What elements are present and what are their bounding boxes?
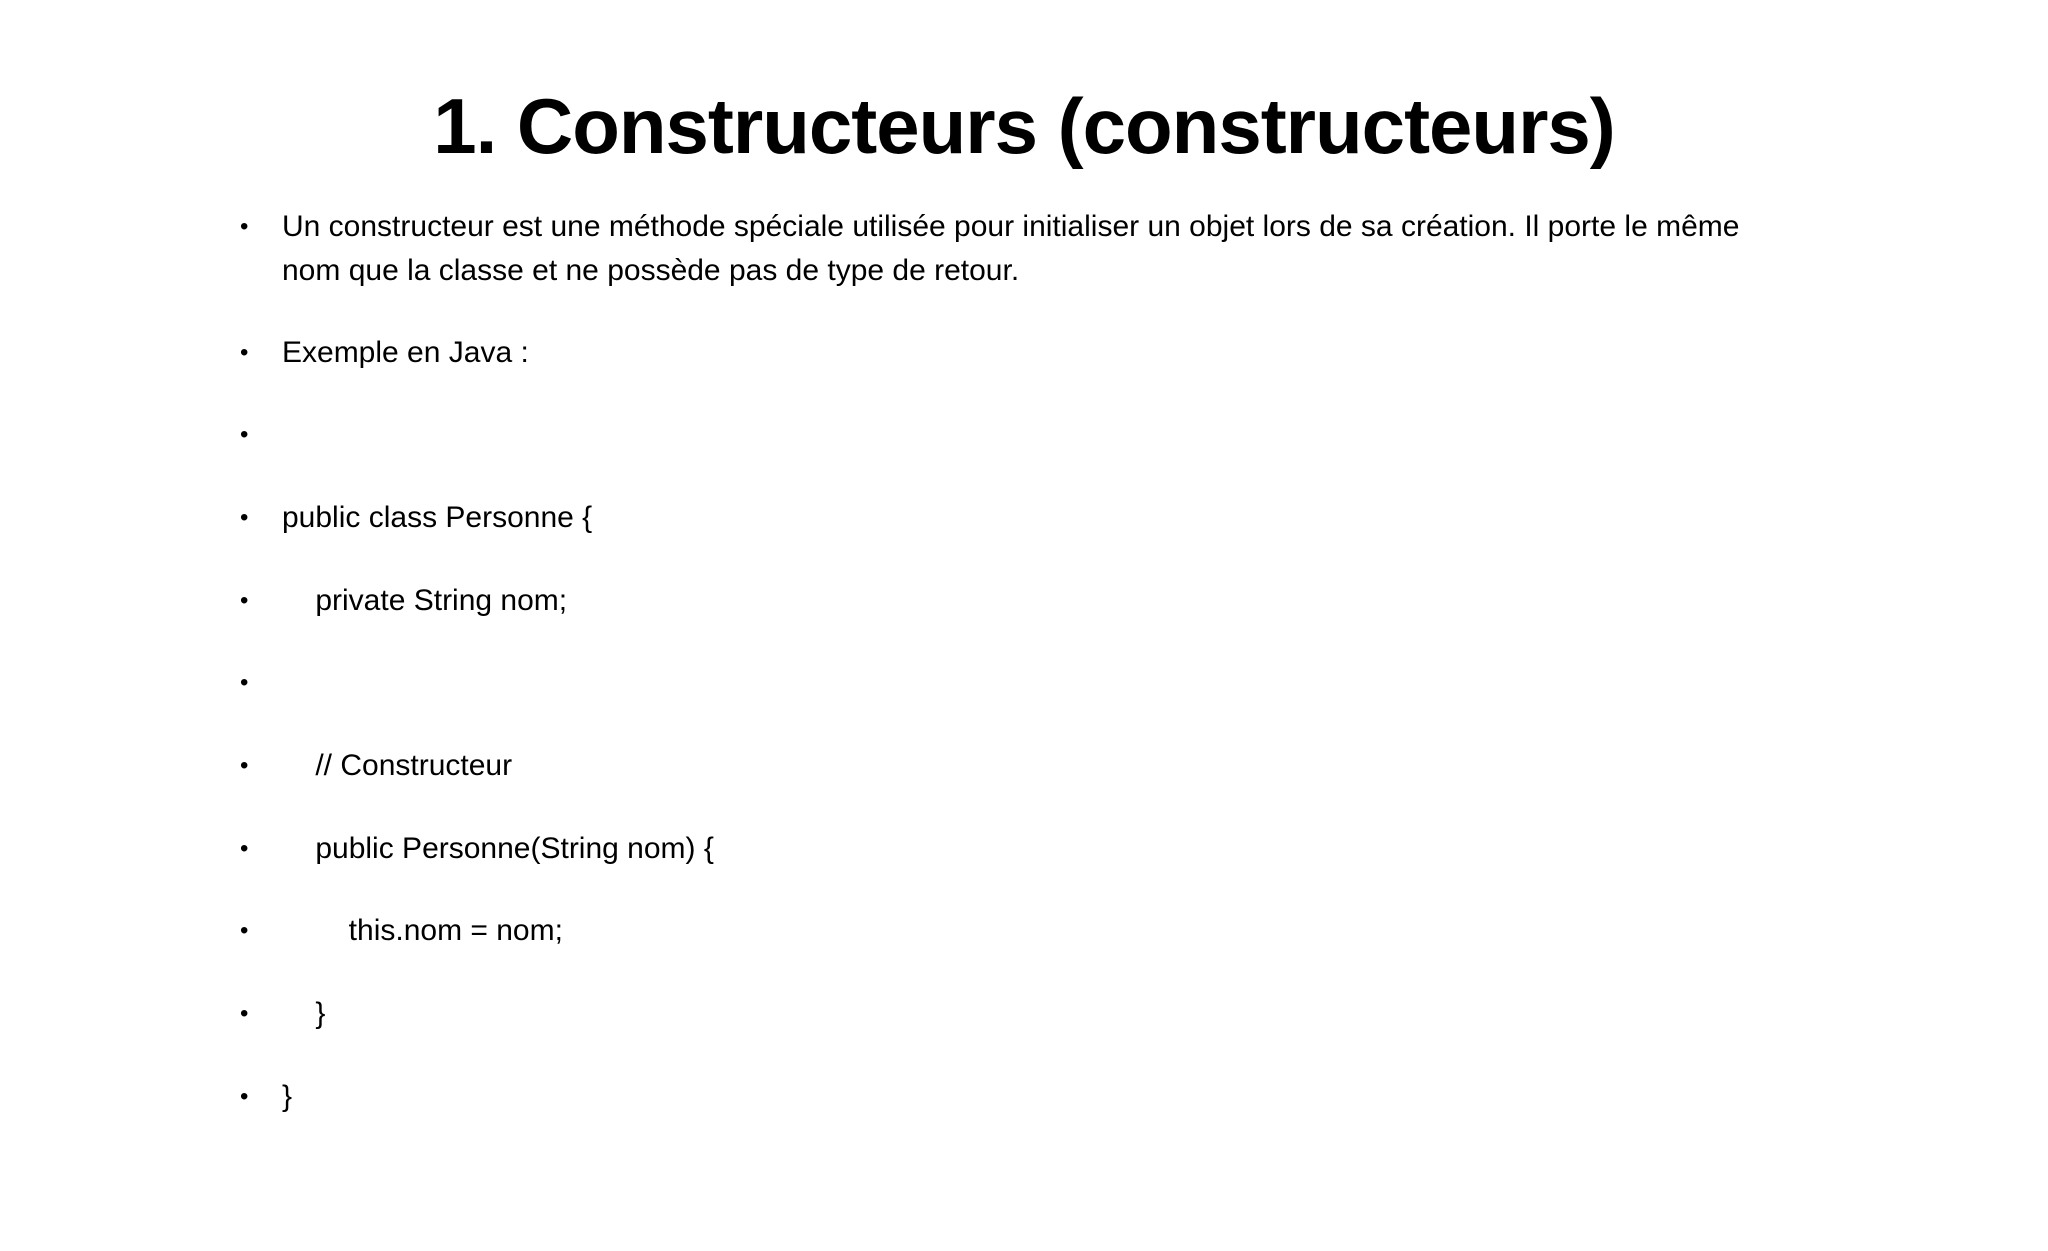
code-line: // Constructeur	[282, 749, 513, 782]
code-line: this.nom = nom;	[282, 914, 563, 947]
bullet-point-icon: •	[240, 1000, 249, 1027]
code-line: private String nom;	[282, 584, 568, 617]
bullet-point-icon: •	[240, 213, 249, 240]
code-line: public class Personne {	[282, 501, 593, 534]
bullet-text: Un constructeur est une méthode spéciale utilisée pour initialiser un objet lors de sa création. Il porte le même nom que la classe et ne possède pas de type de retour.	[282, 210, 1748, 287]
bullet-point-icon: •	[240, 339, 249, 366]
bullet-point-icon: •	[240, 504, 249, 531]
code-line: public Personne(String nom) {	[282, 832, 714, 865]
bullet-point-icon: •	[240, 917, 249, 944]
code-line: }	[282, 1080, 293, 1113]
bullet-point-icon: •	[240, 835, 249, 862]
bullet-point-icon: •	[240, 669, 249, 696]
slide-title: 1. Constructeurs (constructeurs)	[433, 82, 1615, 170]
bullet-point-icon: •	[240, 1083, 249, 1110]
bullet-point-icon: •	[240, 421, 249, 448]
bullet-item	[240, 1075, 1800, 1251]
bullet-text: Exemple en Java :	[282, 336, 529, 369]
bullet-point-icon: •	[240, 587, 249, 614]
bullet-point-icon: •	[240, 752, 249, 779]
code-line: }	[282, 997, 326, 1030]
